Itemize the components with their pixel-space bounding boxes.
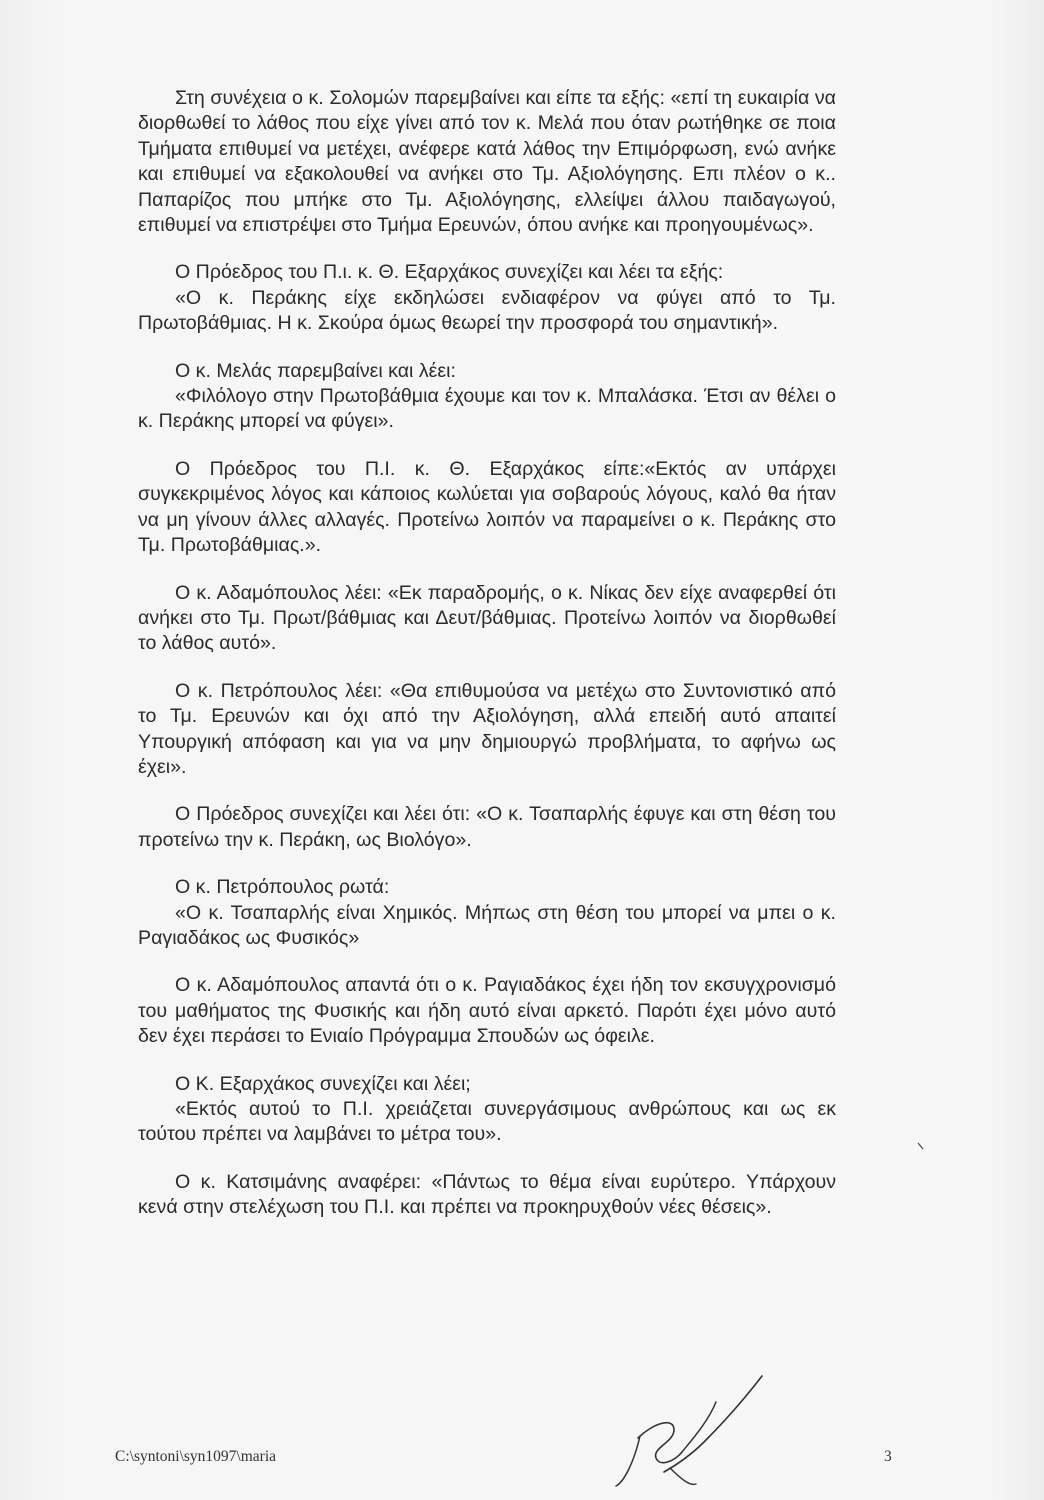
paragraph-president-3: Ο Πρόεδρος συνεχίζει και λέει ότι: «Ο κ. Τσαπαρλής έφυγε και στη θέση του προτείνω την κ. Περάκη, ως Βιολόγο». bbox=[138, 803, 836, 851]
paragraph-president-1-intro: Ο Πρόεδρος του Π.ι. κ. Θ. Εξαρχάκος συνεχίζει και λέει τα εξής: bbox=[175, 261, 724, 284]
paper-speck bbox=[917, 1142, 925, 1150]
handwritten-signature bbox=[612, 1372, 782, 1490]
paragraph-petropoulos-2-intro: Ο κ. Πετρόπουλος ρωτά: bbox=[175, 876, 390, 899]
paragraph-adamopoulos-2: Ο κ. Αδαμόπουλος απαντά ότι ο κ. Ραγιαδάκος έχει ήδη τον εκσυγχρονισμό του μαθήματος της Φυσικής και ήδη αυτό είναι αρκετό. Παρότι έχει μόνο αυτό δεν έχει περάσει το Ενιαίο Πρόγραμμα Σπουδών ως όφειλε. bbox=[138, 974, 836, 1048]
paragraph-petropoulos-1: Ο κ. Πετρόπουλος λέει: «Θα επιθυμούσα να μετέχω στο Συντονιστικό από το Τμ. Ερευνών και όχι από την Αξιολόγηση, αλλά επειδή αυτό απαιτεί Υπουργική απόφαση και για να μην δημιουργώ προβλήματα, το αφήνω ως έχει». bbox=[138, 679, 836, 778]
paragraph-president-2: Ο Πρόεδρος του Π.Ι. κ. Θ. Εξαρχάκος είπε:«Εκτός αν υπάρχει συγκεκριμένος λόγος και κάποιος κωλύεται για σοβαρούς λόγους, καλό θα ήταν να μη γίνουν άλλες αλλαγές. Προτείνω λοιπόν να παραμείνει ο κ. Περάκης στο Τμ. Πρωτοβάθμιας.». bbox=[138, 457, 836, 557]
paragraph-adamopoulos-1: Ο κ. Αδαμόπουλος λέει: «Εκ παραδρομής, ο κ. Νίκας δεν είχε αναφερθεί ότι ανήκει στο Τμ. Πρωτ/βάθμιας και Δευτ/βάθμιας. Προτείνω λοιπόν να διορθωθεί το λάθος αυτό». bbox=[138, 581, 836, 655]
paragraph-katsimanis: Ο κ. Κατσιμάνης αναφέρει: «Πάντως το θέμα είναι ευρύτερο. Υπάρχουν κενά στην στελέχωση του Π.Ι. και πρέπει να προκηρυχθούν νέες θέσεις». bbox=[138, 1170, 836, 1219]
paragraph-president-1-quote: «Ο κ. Περάκης είχε εκδηλώσει ενδιαφέρον να φύγει από το Τμ. Πρωτοβάθμιας. Η κ. Σκούρα όμως θεωρεί την προσφορά του σημαντική». bbox=[138, 286, 836, 335]
footer-file-path: C:\syntoni\syn1097\maria bbox=[115, 1448, 277, 1465]
paragraph-melas-quote: «Φιλόλογο στην Πρωτοβάθμια έχουμε και τον κ. Μπαλάσκα. Έτσι αν θέλει ο κ. Περάκης μπορεί να φύγει». bbox=[138, 385, 836, 433]
paragraph-petropoulos-2-quote: «Ο κ. Τσαπαρλής είναι Χημικός. Μήπως στη θέση του μπορεί να μπει ο κ. Ραγιαδάκος ως Φυσικός» bbox=[138, 901, 836, 949]
footer-page-number: 3 bbox=[884, 1448, 892, 1465]
paragraph-exarchakos-quote: «Εκτός αυτού το Π.Ι. χρειάζεται συνεργάσιμους ανθρώπους και ως εκ τούτου πρέπει να λαμβάνει το μέτρα του». bbox=[138, 1098, 836, 1146]
paragraph-exarchakos-intro: Ο Κ. Εξαρχάκος συνεχίζει και λέει; bbox=[175, 1072, 471, 1095]
paragraph-melas-intro: Ο κ. Μελάς παρεμβαίνει και λέει: bbox=[175, 359, 456, 382]
document-body bbox=[138, 86, 836, 1221]
paragraph-solomon: Στη συνέχεια ο κ. Σολομών παρεμβαίνει και είπε τα εξής: «επί τη ευκαιρία να διορθωθεί το λάθος που είχε γίνει από τον κ. Μελά που όταν ρωτήθηκε σε ποια Τμήματα επιθυμεί να μετέχει, ανέφερε κατά λάθος την Επιμόρφωση, ενώ ανήκε και επιθυμεί να εξακολουθεί να ανήκει στο Τμ. Αξιολόγησης. Επι πλέον ο κ.. Παπαρίζος που μπήκε στο Τμ. Αξιολόγησης, ελλείψει άλλου παιδαγωγού, επιθυμεί να επιστρέψει στο Τμήμα Ερευνών, όπου ανήκε και προηγουμένως». bbox=[138, 87, 836, 237]
